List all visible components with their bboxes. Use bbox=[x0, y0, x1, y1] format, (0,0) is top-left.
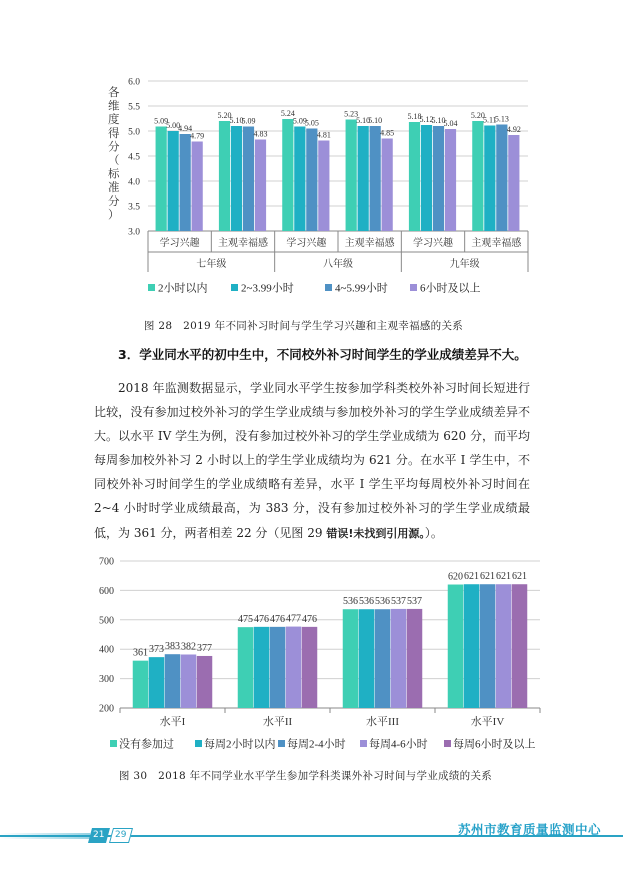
legend-label: 每周2小时以内 bbox=[204, 738, 276, 751]
data-label: 5.09 bbox=[292, 116, 307, 126]
data-label: 5.20 bbox=[470, 111, 485, 120]
bar bbox=[496, 584, 512, 708]
data-label: 382 bbox=[181, 641, 196, 653]
category-label: 水平II bbox=[262, 716, 293, 728]
group-label: 八年级 bbox=[323, 259, 353, 270]
y-axis-label bbox=[108, 86, 120, 221]
data-label: 536 bbox=[343, 596, 358, 608]
y-axis-label-char: 准 bbox=[108, 182, 120, 195]
data-label: 377 bbox=[197, 642, 212, 654]
data-label: 5.10 bbox=[356, 116, 371, 125]
y-tick-label: 600 bbox=[99, 585, 114, 597]
legend-swatch bbox=[360, 740, 367, 747]
data-label: 5.05 bbox=[304, 118, 319, 128]
data-label: 361 bbox=[133, 647, 148, 659]
data-label: 5.23 bbox=[344, 109, 359, 119]
data-label: 475 bbox=[238, 614, 253, 626]
y-axis-label-char: ） bbox=[108, 209, 120, 222]
y-tick-label: 400 bbox=[99, 644, 114, 656]
data-label: 4.83 bbox=[253, 129, 268, 139]
category-label: 学习兴趣 bbox=[413, 238, 453, 249]
data-label: 383 bbox=[165, 641, 180, 653]
bar bbox=[219, 121, 230, 231]
data-label: 5.10 bbox=[229, 116, 244, 125]
bar bbox=[496, 125, 507, 232]
y-tick-label: 700 bbox=[99, 556, 114, 568]
bar bbox=[480, 584, 496, 708]
figure-28-chart bbox=[0, 0, 623, 310]
category-label: 学习兴趣 bbox=[286, 238, 327, 249]
y-axis-label-char: 标 bbox=[108, 168, 120, 181]
bar bbox=[346, 120, 357, 232]
data-label: 373 bbox=[149, 644, 164, 656]
legend-label: 2~3.99小时 bbox=[241, 282, 294, 295]
bar bbox=[407, 609, 423, 708]
y-tick-label: 3.5 bbox=[128, 202, 140, 213]
data-label: 4.94 bbox=[178, 124, 193, 133]
y-tick-label: 4.0 bbox=[128, 177, 140, 188]
data-label: 5.04 bbox=[443, 119, 458, 128]
data-label: 476 bbox=[270, 613, 285, 625]
data-label: 621 bbox=[464, 571, 479, 583]
legend-swatch bbox=[410, 284, 417, 291]
legend-label: 6小时及以上 bbox=[420, 282, 481, 295]
bar bbox=[243, 127, 254, 232]
data-label: 5.13 bbox=[494, 114, 509, 124]
bar bbox=[255, 140, 266, 232]
legend-swatch bbox=[325, 284, 332, 291]
y-axis-label-char: 分 bbox=[108, 195, 120, 208]
reference-error: 错误!未找到引用源。 bbox=[326, 526, 425, 540]
bar bbox=[192, 142, 203, 232]
y-tick-label: 500 bbox=[99, 615, 114, 627]
bar bbox=[370, 126, 381, 231]
data-label: 5.09 bbox=[241, 116, 256, 126]
data-label: 5.09 bbox=[154, 116, 169, 126]
legend-label: 4~5.99小时 bbox=[335, 282, 388, 295]
bar bbox=[391, 609, 407, 708]
y-axis-label-char: 得 bbox=[108, 127, 120, 140]
category-label: 水平III bbox=[366, 716, 399, 728]
section-heading: 3．学业同水平的初中生中，不同校外补习时间学生的学业成绩差异不大。 bbox=[118, 347, 527, 362]
data-label: 5.10 bbox=[368, 116, 383, 125]
data-label: 4.92 bbox=[506, 125, 521, 134]
bar bbox=[358, 126, 369, 231]
bar bbox=[448, 585, 464, 708]
bar bbox=[318, 141, 329, 232]
bar bbox=[197, 656, 213, 708]
bar bbox=[445, 129, 456, 231]
y-tick-label: 3.0 bbox=[128, 227, 140, 238]
legend-swatch bbox=[195, 740, 202, 747]
data-label: 476 bbox=[302, 613, 317, 625]
data-label: 4.79 bbox=[190, 131, 205, 141]
bar bbox=[472, 121, 483, 231]
category-label: 主观幸福感 bbox=[471, 238, 522, 249]
data-label: 5.18 bbox=[407, 112, 422, 121]
bar bbox=[375, 609, 391, 708]
legend-label: 每周2-4小时 bbox=[287, 738, 346, 751]
legend-label: 没有参加过 bbox=[119, 738, 174, 751]
data-label: 5.11 bbox=[482, 115, 497, 125]
data-label: 4.85 bbox=[380, 128, 395, 138]
bar bbox=[156, 127, 167, 232]
bar bbox=[231, 126, 242, 231]
bar bbox=[343, 609, 359, 708]
bar bbox=[512, 584, 528, 708]
bar bbox=[306, 129, 317, 232]
figure-28-caption: 图 28 2019 年不同补习时间与学生学习兴趣和主观幸福感的关系 bbox=[143, 320, 464, 332]
data-label: 621 bbox=[496, 571, 511, 583]
bar bbox=[270, 627, 286, 708]
y-tick-label: 300 bbox=[99, 674, 114, 686]
category-label: 主观幸福感 bbox=[344, 238, 395, 249]
bar bbox=[168, 131, 179, 231]
bar bbox=[165, 654, 181, 708]
y-tick-label: 4.5 bbox=[128, 152, 140, 163]
body-paragraph bbox=[94, 376, 530, 546]
y-axis-label-char: 度 bbox=[108, 114, 120, 127]
bar bbox=[282, 119, 293, 231]
y-tick-label: 6.0 bbox=[128, 77, 140, 88]
bar bbox=[409, 122, 420, 231]
category-label: 水平IV bbox=[470, 716, 505, 728]
figure-30-caption: 图 30 2018 年不同学业水平学生参加学科类课外补习时间与学业成绩的关系 bbox=[118, 770, 493, 782]
data-label: 536 bbox=[375, 596, 390, 608]
data-label: 4.81 bbox=[316, 130, 331, 140]
y-axis-label-char: （ bbox=[108, 155, 120, 167]
group-label: 九年级 bbox=[449, 259, 480, 270]
bar bbox=[254, 627, 270, 708]
paragraph-end: ）。 bbox=[424, 525, 443, 540]
data-label: 536 bbox=[359, 596, 374, 608]
data-label: 537 bbox=[391, 595, 406, 607]
bar bbox=[433, 126, 444, 231]
category-label: 主观幸福感 bbox=[218, 238, 268, 249]
bar bbox=[180, 134, 191, 231]
y-axis-label-char: 各 bbox=[108, 87, 120, 99]
bar bbox=[464, 584, 480, 708]
bar bbox=[382, 139, 393, 232]
bar bbox=[133, 661, 149, 708]
bar bbox=[421, 125, 432, 231]
y-tick-label: 200 bbox=[99, 703, 114, 715]
bar bbox=[359, 609, 375, 708]
data-label: 621 bbox=[512, 571, 527, 583]
paragraph-text: 2018 年监测数据显示，学业同水平学生按参加学科类校外补习时间长短进行比较，没有参加过校外补习的学生学业成绩与参加校外补习的学生学业成绩差异不大。以水平 IV 学生为例，没有参加过校外补习的学生学业成绩为 620 分，而平均每周参加校外补习 2 小时以上的学生学业成绩均为 621 分。在水平 I 学生中，不同校外补习时间学生的学业成绩略有差异，水平 I 学生平均每周校外补习时间在 2~4 小时时学业成绩最高，为 383 分，没有参加过校外补习的学生学业成绩最低，为 361 分，两者相差 22 分（见图 29 bbox=[94, 381, 530, 540]
data-label: 477 bbox=[286, 613, 301, 625]
group-label: 七年级 bbox=[196, 259, 227, 270]
page-number-left-text: 21 bbox=[93, 830, 105, 840]
bar bbox=[238, 627, 254, 708]
bar bbox=[149, 657, 165, 708]
page-number-right bbox=[109, 828, 133, 843]
data-label: 476 bbox=[254, 613, 269, 625]
data-label: 621 bbox=[480, 571, 495, 583]
bar bbox=[294, 127, 305, 232]
data-label: 537 bbox=[407, 595, 422, 607]
bar bbox=[181, 654, 197, 708]
page-number-left bbox=[88, 828, 110, 843]
bar bbox=[302, 627, 318, 708]
legend-swatch bbox=[110, 740, 117, 747]
bar bbox=[508, 135, 519, 231]
bar bbox=[286, 627, 302, 708]
legend-swatch bbox=[444, 740, 451, 747]
legend-swatch bbox=[278, 740, 285, 747]
data-label: 5.00 bbox=[166, 121, 181, 130]
y-axis-label-char: 分 bbox=[108, 141, 120, 154]
data-label: 5.10 bbox=[431, 116, 446, 125]
data-label: 5.20 bbox=[217, 111, 232, 120]
legend-swatch bbox=[231, 284, 238, 291]
data-label: 5.12 bbox=[419, 115, 434, 124]
category-label: 水平I bbox=[159, 716, 186, 728]
legend-label: 每周6小时及以上 bbox=[453, 738, 536, 751]
category-label: 学习兴趣 bbox=[159, 238, 200, 249]
data-label: 5.24 bbox=[280, 109, 295, 118]
legend-swatch bbox=[148, 284, 155, 291]
legend-label: 2小时以内 bbox=[158, 282, 208, 295]
y-tick-label: 5.0 bbox=[128, 127, 140, 138]
organization-name: 苏州市教育质量监测中心 bbox=[457, 822, 601, 837]
legend-label: 每周4-6小时 bbox=[369, 738, 428, 751]
data-label: 620 bbox=[448, 571, 463, 583]
y-axis-label-char: 维 bbox=[108, 100, 120, 113]
y-tick-label: 5.5 bbox=[128, 102, 140, 113]
page-number-right-text: 29 bbox=[115, 830, 127, 840]
bar bbox=[484, 126, 495, 232]
